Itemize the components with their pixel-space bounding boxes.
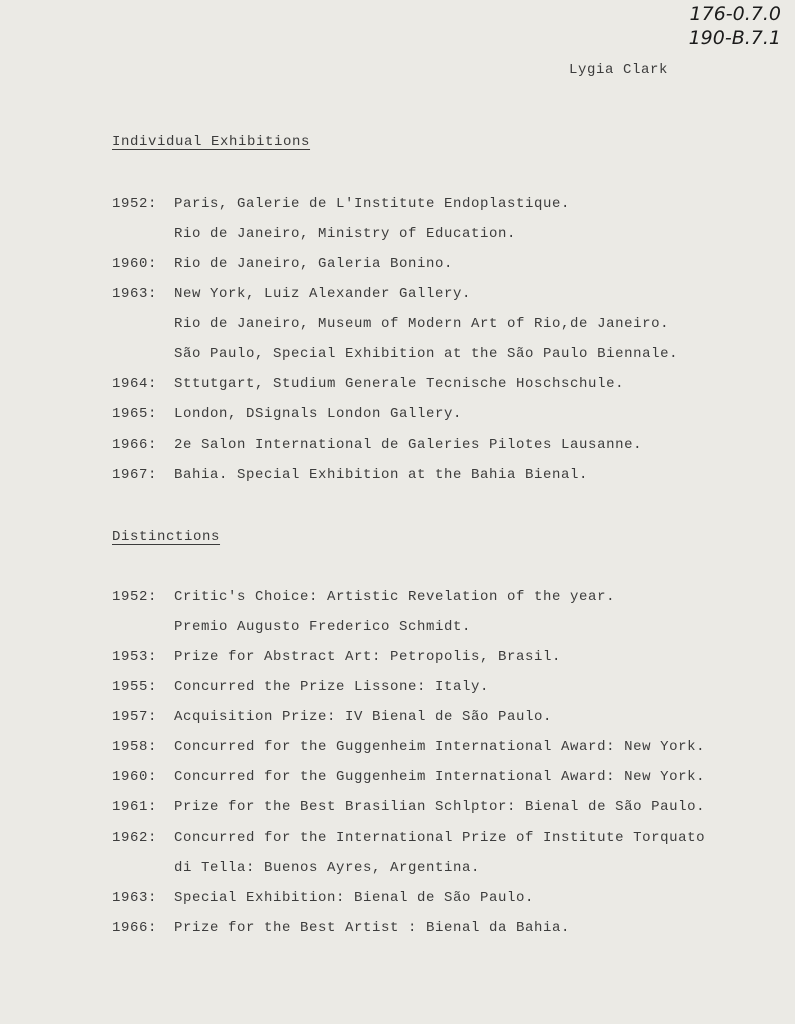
exhibition-entry [174, 316, 669, 332]
catalog-number-line-2: 190-B.7.1 [688, 27, 781, 49]
distinctions-heading: Distinctions [112, 529, 221, 545]
exhibition-entry [174, 346, 678, 362]
entry-text: Rio de Janeiro, Ministry of Education. [174, 226, 517, 242]
exhibition-entry [112, 256, 453, 272]
distinction-entry [112, 739, 705, 755]
distinction-entry [174, 619, 471, 635]
exhibition-entry [112, 437, 642, 453]
entry-year: 1963: [112, 286, 158, 302]
exhibition-entry [112, 286, 471, 302]
entry-text: Rio de Janeiro, Galeria Bonino. [174, 256, 454, 272]
exhibition-entry [174, 226, 516, 242]
entry-text: Bahia. Special Exhibition at the Bahia Bienal. [174, 467, 589, 483]
distinction-entry [174, 860, 480, 876]
entry-year: 1953: [112, 649, 158, 665]
distinction-entry [112, 830, 705, 846]
entry-year: 1965: [112, 406, 158, 422]
entry-text: Prize for the Best Artist : Bienal da Bahia. [174, 920, 571, 936]
entry-year: 1952: [112, 589, 158, 605]
distinction-entry [112, 890, 534, 906]
exhibition-entry [112, 467, 588, 483]
entry-year: 1961: [112, 799, 158, 815]
entry-text: Concurred the Prize Lissone: Italy. [174, 679, 490, 695]
entry-text: Prize for Abstract Art: Petropolis, Brasil. [174, 649, 562, 665]
distinction-entry [112, 589, 615, 605]
entry-year: 1957: [112, 709, 158, 725]
exhibition-entry [112, 406, 462, 422]
exhibitions-heading: Individual Exhibitions [112, 134, 311, 150]
distinction-entry [112, 769, 705, 785]
entry-text: Concurred for the Guggenheim International Award: New York. [174, 769, 706, 785]
distinction-entry [112, 679, 489, 695]
entry-text: London, DSignals London Gallery. [174, 406, 463, 422]
entry-year: 1963: [112, 890, 158, 906]
entry-year: 1960: [112, 769, 158, 785]
entry-text: New York, Luiz Alexander Gallery. [174, 286, 472, 302]
entry-year: 1966: [112, 920, 158, 936]
entry-text: Critic's Choice: Artistic Revelation of the year. [174, 589, 616, 605]
distinction-entry [112, 799, 705, 815]
author-name: Lygia Clark [569, 62, 669, 78]
catalog-number-line-1: 176-0.7.0 [689, 3, 781, 25]
entry-text: Acquisition Prize: IV Bienal de São Paulo. [174, 709, 553, 725]
entry-year: 1960: [112, 256, 158, 272]
entry-text: Concurred for the International Prize of Institute Torquato [174, 830, 706, 846]
entry-year: 1958: [112, 739, 158, 755]
entry-year: 1964: [112, 376, 158, 392]
entry-text: Prize for the Best Brasilian Schlptor: Bienal de São Paulo. [174, 799, 706, 815]
entry-year: 1952: [112, 196, 158, 212]
entry-text: Paris, Galerie de L'Institute Endoplastique. [174, 196, 571, 212]
entry-text: Special Exhibition: Bienal de São Paulo. [174, 890, 535, 906]
entry-text: di Tella: Buenos Ayres, Argentina. [174, 860, 481, 876]
exhibition-entry [112, 196, 570, 212]
distinction-entry [112, 649, 561, 665]
entry-year: 1966: [112, 437, 158, 453]
distinction-entry [112, 709, 552, 725]
entry-year: 1955: [112, 679, 158, 695]
exhibition-entry [112, 376, 624, 392]
entry-text: Rio de Janeiro, Museum of Modern Art of Rio,de Janeiro. [174, 316, 670, 332]
entry-text: 2e Salon International de Galeries Pilotes Lausanne. [174, 437, 643, 453]
entry-text: São Paulo, Special Exhibition at the São Paulo Biennale. [174, 346, 679, 362]
entry-year: 1967: [112, 467, 158, 483]
entry-text: Concurred for the Guggenheim International Award: New York. [174, 739, 706, 755]
entry-text: Sttutgart, Studium Generale Tecnische Hoschschule. [174, 376, 625, 392]
entry-year: 1962: [112, 830, 158, 846]
distinction-entry [112, 920, 570, 936]
entry-text: Premio Augusto Frederico Schmidt. [174, 619, 472, 635]
handwritten-catalog-number [689, 2, 781, 50]
